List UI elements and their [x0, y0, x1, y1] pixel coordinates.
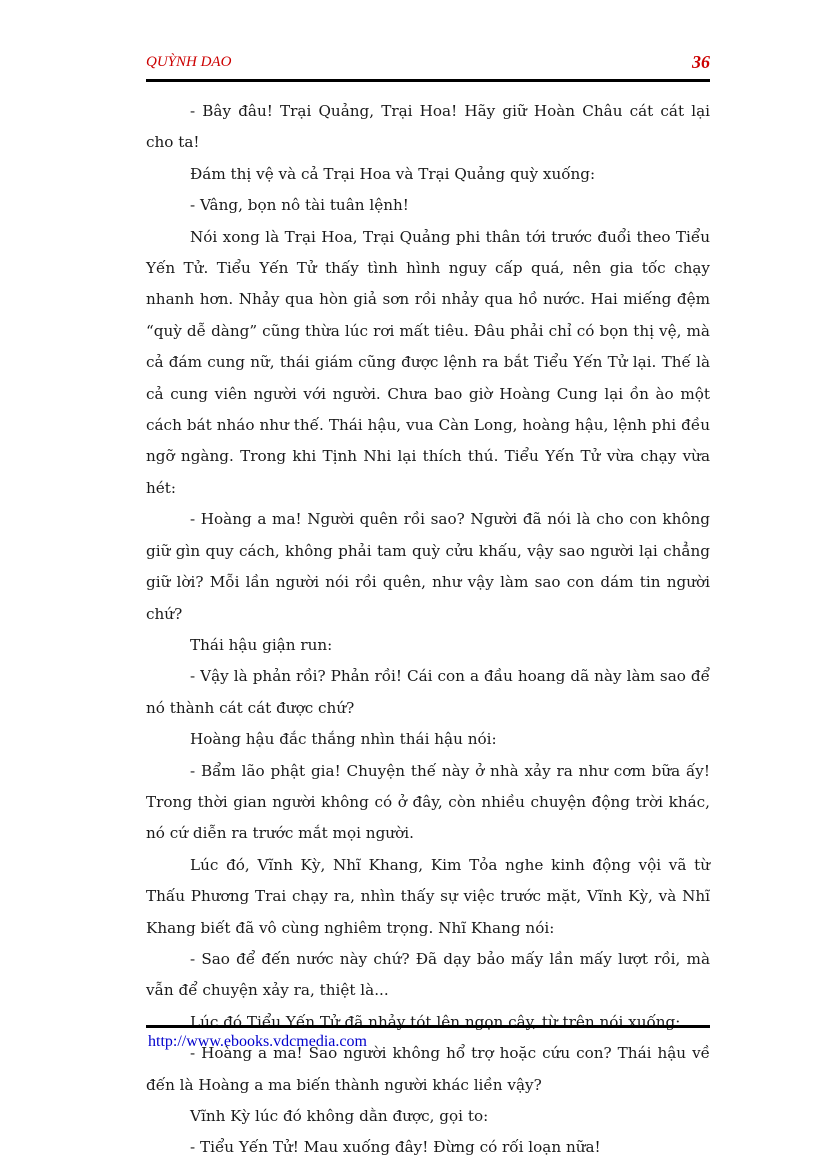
page-number: 36 — [692, 52, 710, 72]
paragraph: Hoàng hậu đắc thắng nhìn thái hậu nói: — [190, 730, 497, 749]
paragraph: - Vậy là phản rồi? Phản rồi! Cái con a đầu hoang dã này làm sao để nó thành cát cát được chứ? — [146, 667, 710, 717]
header-author: QUỲNH DAO — [146, 54, 232, 70]
paragraph: - Bẩm lão phật gia! Chuyện thế này ở nhà xảy ra như cơm bữa ấy! Trong thời gian người không có ở đây, còn nhiều chuyện động trời khác, nó cứ diễn ra trước mắt mọi người. — [146, 761, 710, 843]
paragraph: - Hoàng a ma! Sao người không hổ trợ hoặc cứu con? Thái hậu về đến là Hoàng a ma biến thành người khác liền vậy? — [146, 1044, 710, 1094]
paragraph: - Hoàng a ma! Người quên rồi sao? Người đã nói là cho con không giữ gìn quy cách, không phải tam quỳ cửu khấu, vậy sao người lại chẳng giữ lời? Mỗi lần người nói rồi quên, như vậy làm sao con dám tin người chứ? — [146, 510, 710, 623]
paragraph: - Sao để đến nước này chứ? Đã dạy bảo mấy lần mấy lượt rồi, mà vẫn để chuyện xảy ra, thiệt là... — [146, 949, 710, 1000]
paragraph: Đám thị vệ và cả Trại Hoa và Trại Quảng quỳ xuống: — [190, 164, 596, 183]
paragraph: Lúc đó Tiểu Yến Tử đã nhảy tót lên ngọn cây, từ trên nói xuống: — [190, 1012, 681, 1031]
footer-url-link[interactable]: http://www.ebooks.vdcmedia.com — [148, 1033, 367, 1050]
paragraph: Thái hậu giận run: — [190, 635, 333, 654]
footer-rule — [146, 1025, 710, 1028]
paragraph: - Vâng, bọn nô tài tuân lệnh! — [190, 196, 409, 215]
paragraph: Vĩnh Kỳ lúc đó không dằn được, gọi to: — [190, 1107, 489, 1125]
page-header — [146, 54, 710, 80]
paragraph: - Tiểu Yến Tử! Mau xuống đây! Đừng có rối loạn nữa! — [190, 1138, 601, 1157]
paragraph: Lúc đó, Vĩnh Kỳ, Nhĩ Khang, Kim Tỏa nghe kinh động vội vã từ Thấu Phương Trai chạy ra, nhìn thấy sự việc trước mặt, Vĩnh Kỳ, và Nhĩ Khang biết đã vô cùng nghiêm trọng. Nhĩ Khang nói: — [146, 855, 710, 937]
paragraph: - Bây đâu! Trại Quảng, Trại Hoa! Hãy giữ Hoàn Châu cát cát lại cho ta! — [146, 102, 710, 152]
header-rule — [146, 79, 710, 82]
paragraph: Nói xong là Trại Hoa, Trại Quảng phi thân tới trước đuổi theo Tiểu Yến Tử. Tiểu Yến Tử thấy tình hình nguy cấp quá, nên gia tốc chạy nhanh hơn. Nhảy qua hòn giả sơn rồi nhảy qua hồ nước. Hai miếng đệm “quỳ dễ dàng” cũng thừa lúc rơi mất tiêu. Đâu phải chỉ có bọn thị vệ, mà cả đám cung nữ, thái giám cũng được lệnh ra bắt Tiểu Yến Tử lại. Thế là cả cung viên người với người. Chưa bao giờ Hoàng Cung lại ồn ào một cách bát nháo như thế. Thái hậu, vua Càn Long, hoàng hậu, lệnh phi đều ngỡ ngàng. Trong khi Tịnh Nhi lại thích thú. Tiểu Yến Tử vừa chạy vừa hét: — [146, 227, 710, 497]
